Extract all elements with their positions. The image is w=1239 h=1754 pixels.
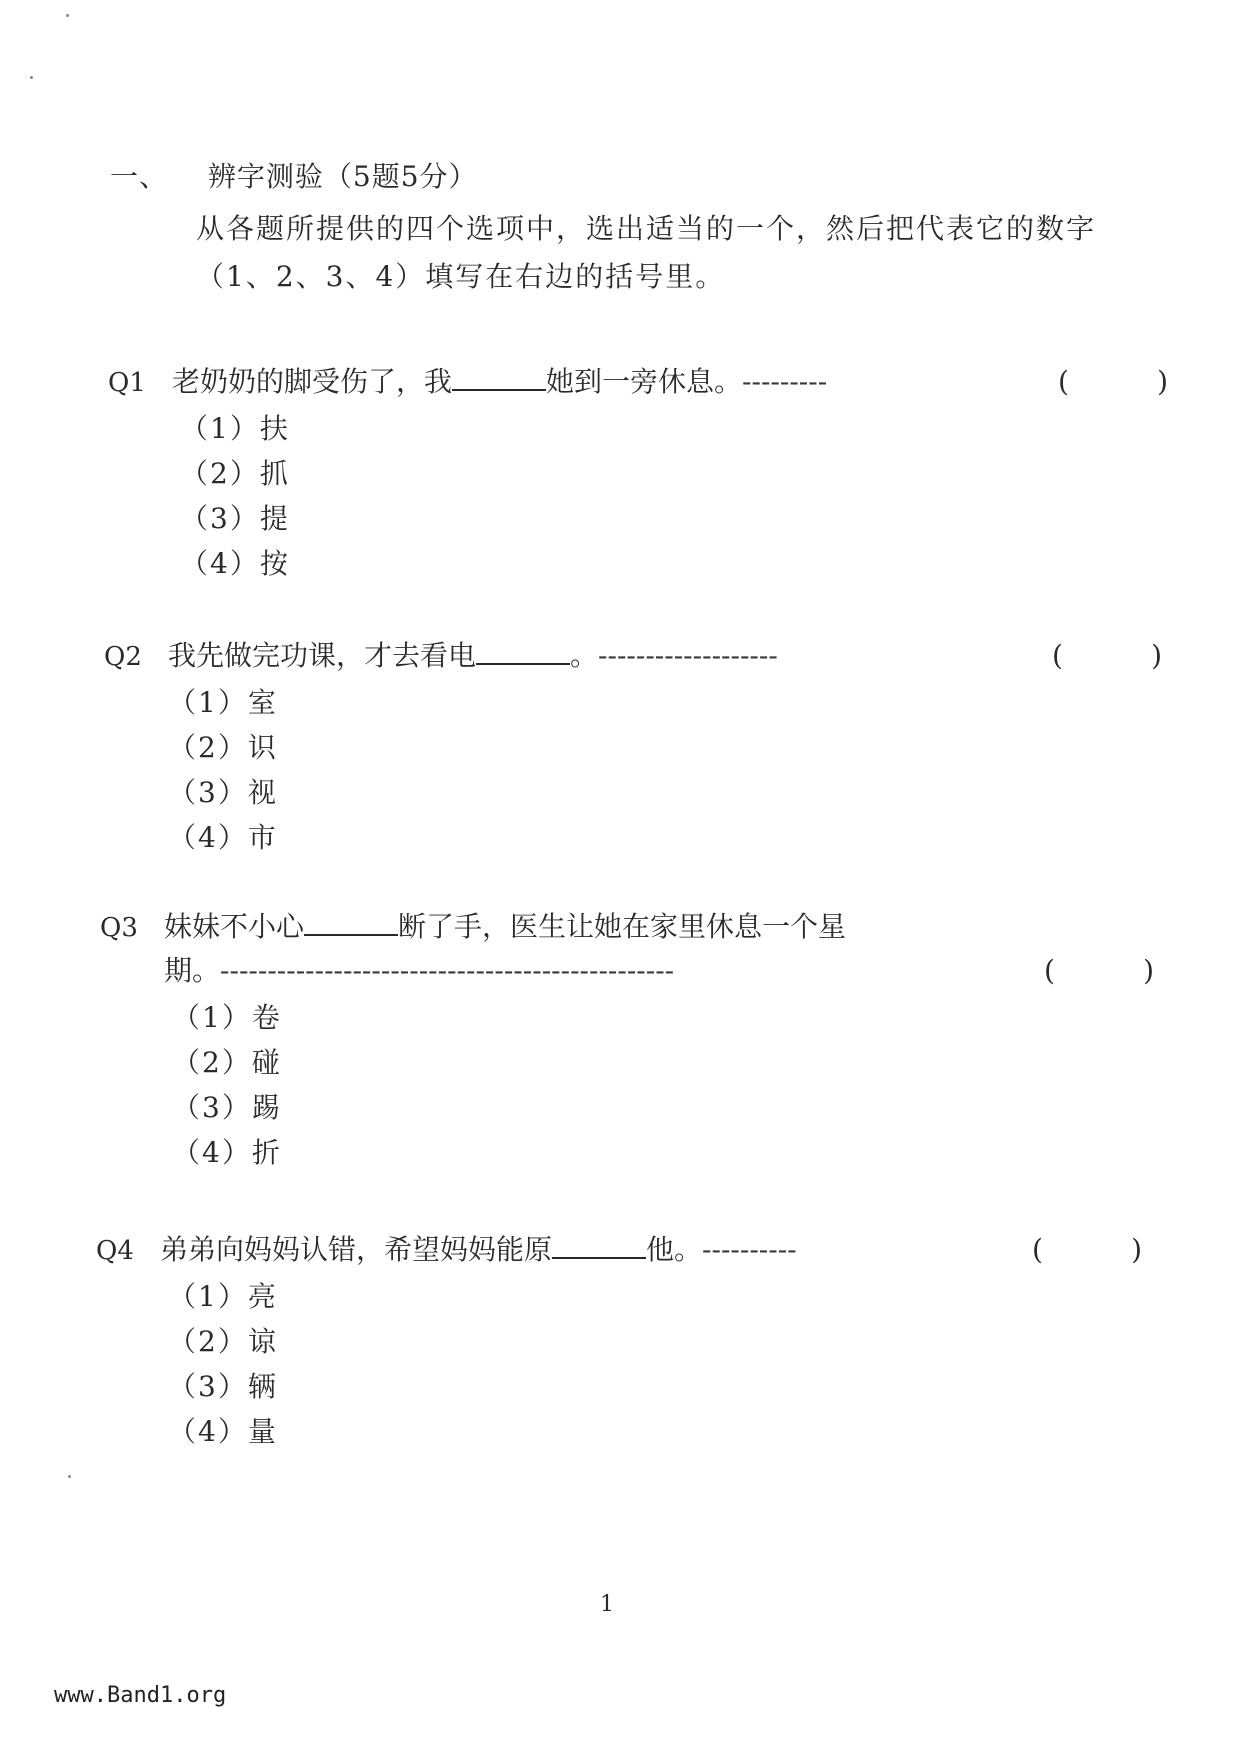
question-stem-continuation: [100, 949, 1154, 993]
option-4: （4）按: [180, 547, 290, 580]
paren-open: (: [1052, 639, 1063, 672]
option-1: （1）亮: [168, 1280, 278, 1313]
leader-dashes: ----------: [702, 1233, 797, 1266]
question-stem: [96, 1228, 1146, 1272]
scan-speck: [30, 76, 33, 79]
paren-open: (: [1032, 1233, 1043, 1266]
question-4: [96, 1228, 1146, 1454]
question-text-after: 他。: [646, 1233, 703, 1266]
paren-open: (: [1058, 365, 1069, 398]
answer-parentheses[interactable]: [1032, 1228, 1142, 1272]
question-3: [100, 905, 1154, 1175]
question-stem: [100, 905, 1150, 949]
question-label: Q4: [96, 1236, 134, 1266]
option-3: （3）提: [180, 502, 290, 535]
answer-blank: [304, 908, 398, 936]
question-text-before: 弟弟向妈妈认错，希望妈妈能原: [160, 1233, 553, 1266]
leader-dashes: ------------------------------------------------: [220, 954, 675, 987]
option-list: [180, 406, 1158, 586]
option-4: （4）市: [168, 821, 278, 854]
answer-blank: [552, 1231, 646, 1259]
answer-blank: [452, 363, 546, 391]
answer-parentheses[interactable]: [1044, 949, 1154, 993]
question-label: Q1: [108, 368, 146, 398]
scan-speck: [68, 1475, 71, 1478]
question-text-before: 老奶奶的脚受伤了，我: [172, 365, 453, 398]
question-label: Q3: [100, 913, 138, 943]
option-1: （1）室: [168, 686, 278, 719]
option-2: （2）谅: [168, 1325, 278, 1358]
option-2: （2）识: [168, 731, 278, 764]
option-4: （4）折: [172, 1136, 282, 1169]
option-3: （3）视: [168, 776, 278, 809]
question-stem: [108, 360, 1168, 404]
option-list: [172, 995, 1150, 1175]
question-text-after: 。: [570, 639, 599, 672]
paren-close: ): [1131, 1233, 1142, 1266]
option-list: [168, 680, 1154, 860]
question-label: Q2: [104, 642, 142, 672]
option-2: （2）抓: [180, 457, 290, 490]
section-heading: [110, 155, 478, 195]
watermark-text: www.Band1.org: [54, 1683, 227, 1708]
leader-dashes: -------------------: [598, 639, 778, 672]
paren-open: (: [1044, 954, 1055, 987]
section-number: 一、: [110, 160, 169, 193]
option-3: （3）踢: [172, 1091, 282, 1124]
question-text-before: 我先做完功课，才去看电: [168, 639, 477, 672]
question-1: [108, 360, 1168, 586]
question-text-after: 她到一旁休息。: [546, 365, 743, 398]
option-1: （1）扶: [180, 412, 290, 445]
paren-close: ): [1157, 365, 1168, 398]
paren-close: ): [1143, 954, 1154, 987]
question-2: [104, 634, 1162, 860]
leader-dashes: ---------: [742, 365, 828, 398]
scan-speck: [66, 14, 69, 17]
answer-blank: [476, 637, 570, 665]
question-text-continuation: 期。: [164, 954, 221, 987]
option-2: （2）碰: [172, 1046, 282, 1079]
question-text-before: 妹妹不小心: [164, 910, 305, 943]
page-number: 1: [600, 1592, 614, 1617]
answer-parentheses[interactable]: [1052, 634, 1162, 678]
section-title: 辨字测验（5题5分）: [207, 160, 478, 193]
answer-parentheses[interactable]: [1058, 360, 1168, 404]
option-list: [168, 1274, 1146, 1454]
question-stem: [104, 634, 1162, 678]
option-4: （4）量: [168, 1415, 278, 1448]
option-1: （1）卷: [172, 1001, 282, 1034]
option-3: （3）辆: [168, 1370, 278, 1403]
paren-close: ): [1151, 639, 1162, 672]
question-text-after: 断了手，医生让她在家里休息一个星: [398, 910, 847, 943]
section-instructions: 从各题所提供的四个选项中，选出适当的一个，然后把代表它的数字（1、2、3、4）填写在右边的括号里。: [196, 212, 1097, 293]
